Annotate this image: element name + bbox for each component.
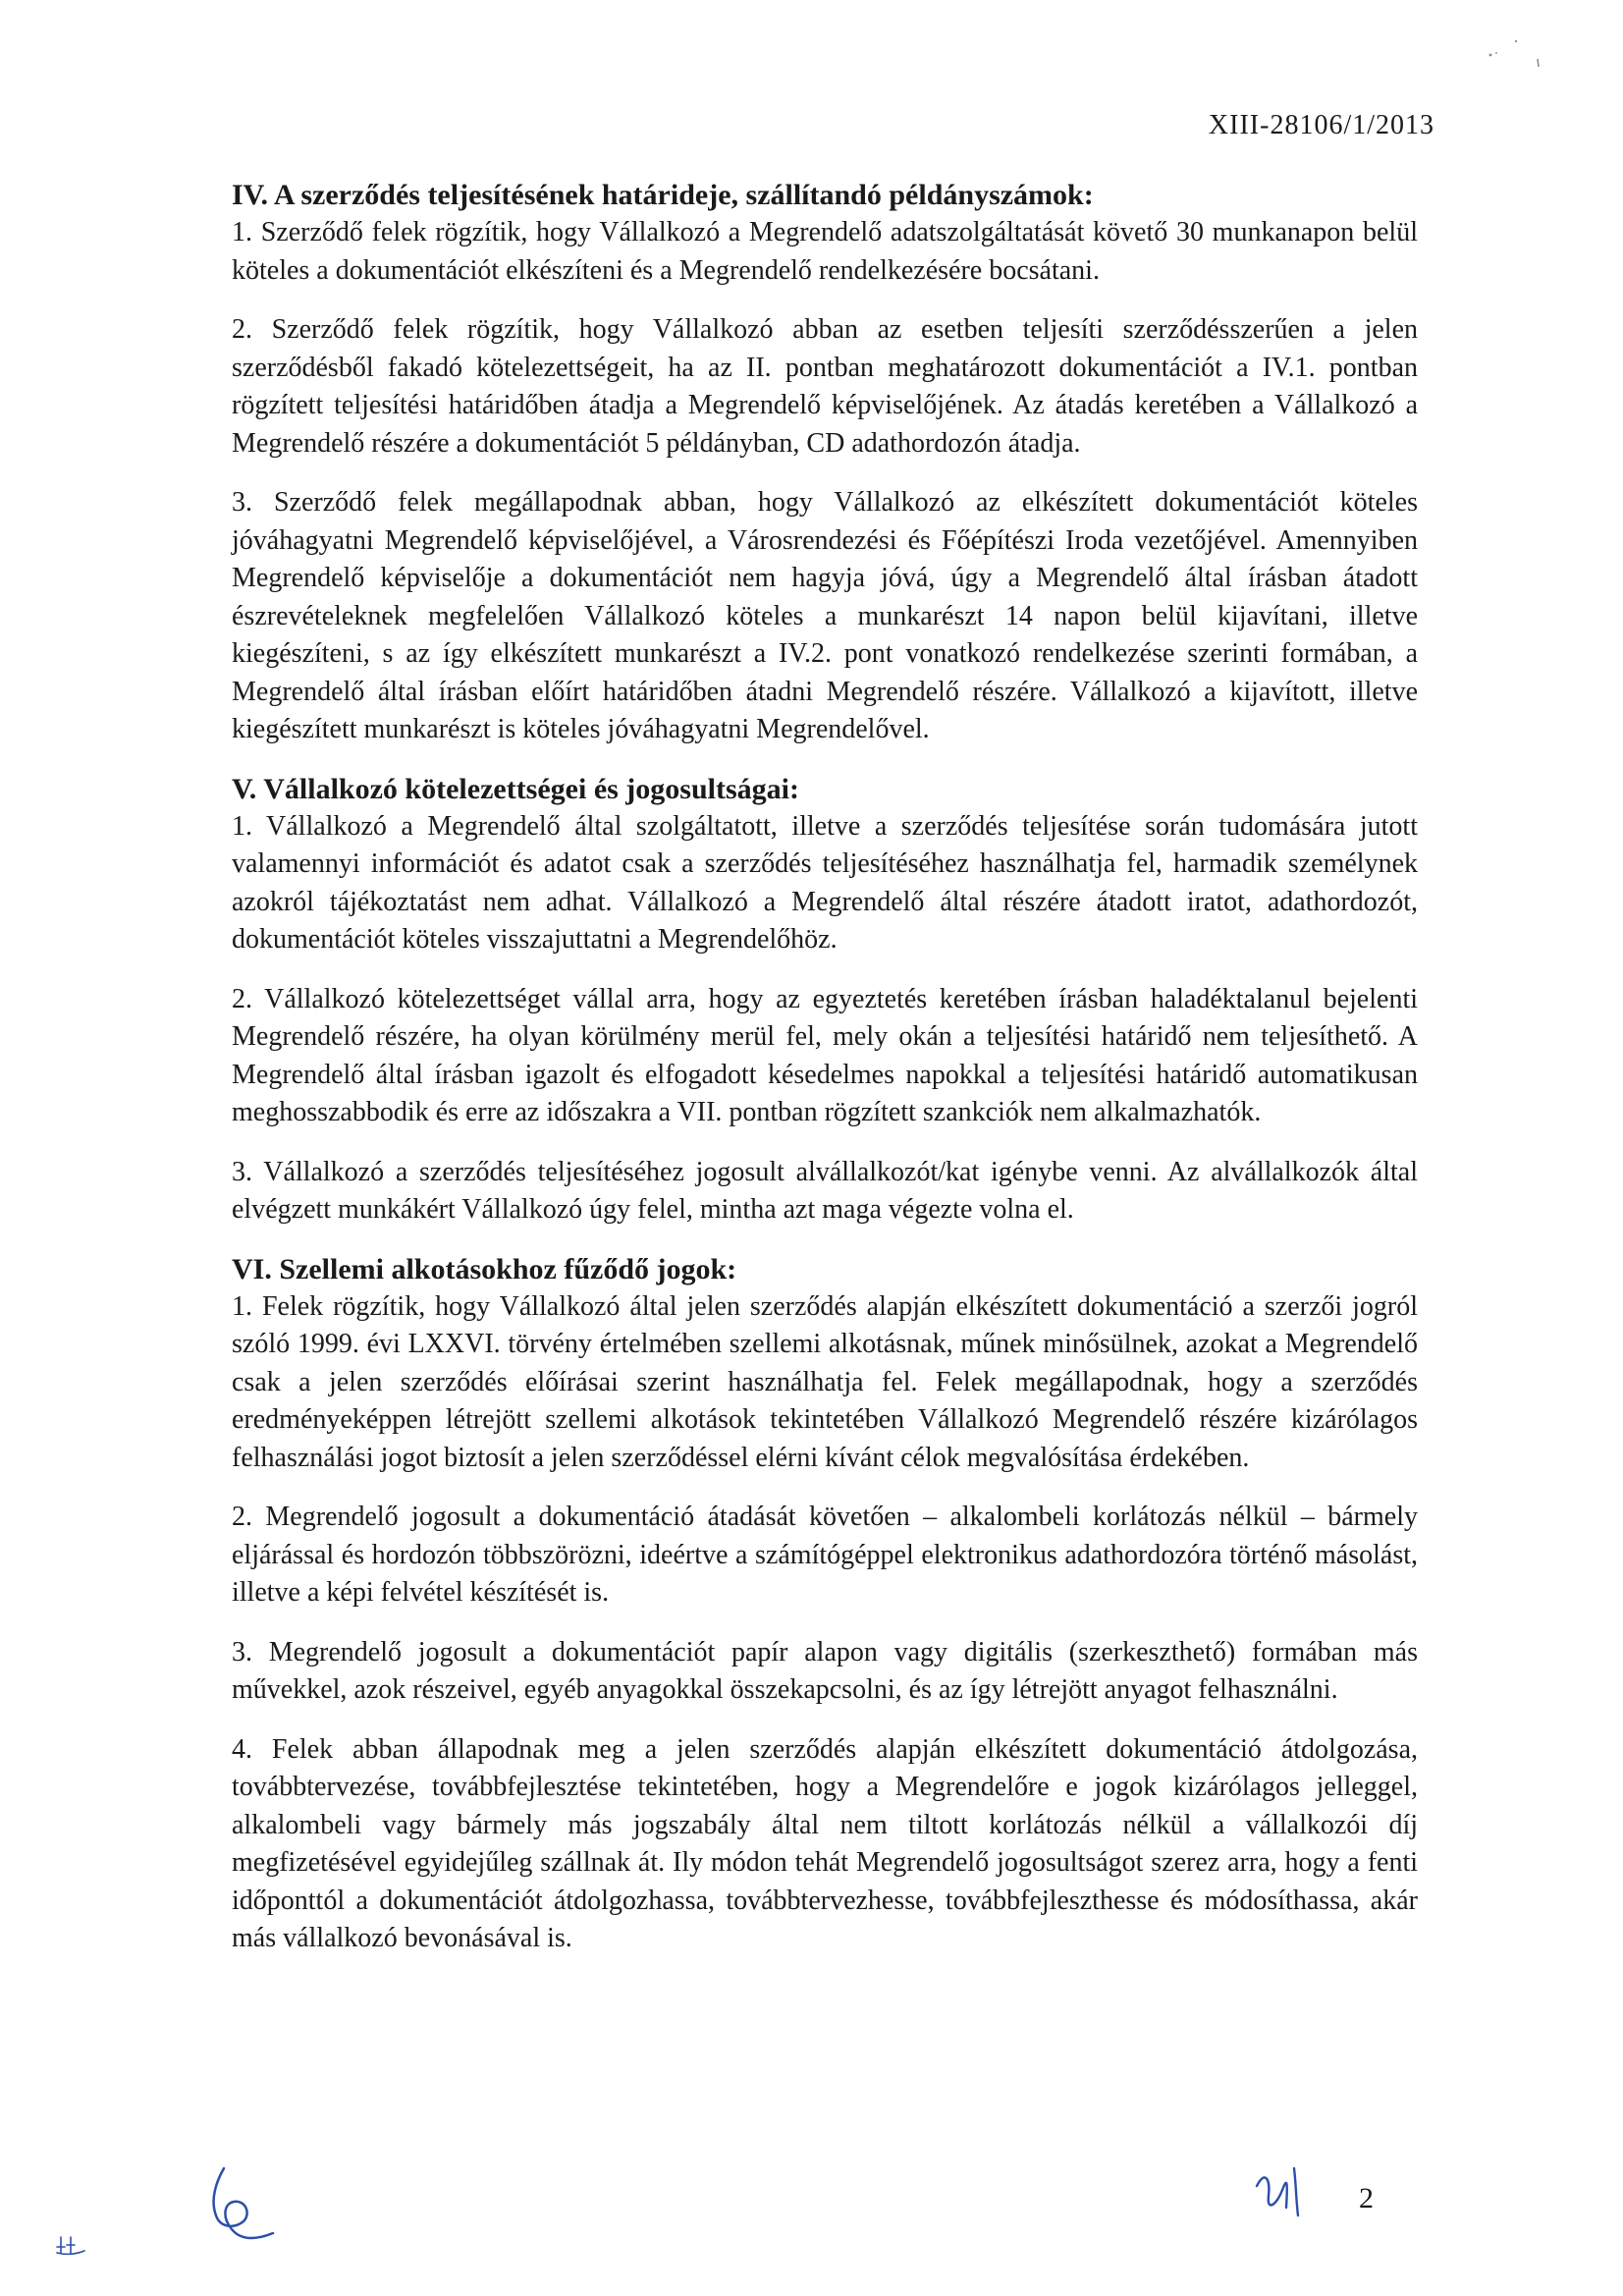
section-heading: V. Vállalkozó kötelezettségei és jogosultságai: [232,772,799,805]
scan-specks [1483,29,1542,74]
handwritten-mark [53,2233,86,2262]
section-vi [232,1251,1418,1958]
paragraph: 2. Megrendelő jogosult a dokumentáció átadását követően – alkalombeli korlátozás nélkül – bármely eljárással és hordozón többszörözni, ideértve a számítógéppel elektronikus adathordozóra történő másolást, illetve a képi felvétel készítését is. [232,1502,1418,1608]
handwritten-initial [1247,2157,1316,2230]
document-body [232,177,1418,1980]
paragraph: 2. Szerződő felek rögzítik, hogy Vállalkozó abban az esetben teljesíti szerződésszerűen a jelen szerződésből fakadó kötelezettségeit, ha az II. pontban meghatározott dokumentációt a IV.1. pontban rögzített teljesítési határidőben átadja a Megrendelő képviselőjének. Az átadás keretében a Vállalkozó a Megrendelő részére a dokumentációt 5 példányban, CD adathordozón átadja. [232,314,1418,459]
paragraph: 4. Felek abban állapodnak meg a jelen szerződés alapján elkészített dokumentáció átdolgozása, továbbtervezése, továbbfejlesztése tekintetében, hogy a Megrendelőre e jogok kizárólagos jelleggel, alkalombeli vagy bármely más jogszabály által nem tiltott korlátozás nélkül a vállalkozói díj megfizetésével egyidejűleg szállnak át. Ily módon tehát Megrendelő jogosultságot szerez arra, hogy a fenti időponttól a dokumentációt átdolgozhassa, továbbtervezhesse, továbbfejleszthesse és módosíthassa, akár más vállalkozó bevonásával is. [232,1733,1418,1953]
section-v [232,771,1418,1230]
handwritten-signature [194,2160,283,2254]
document-reference-number: XIII-28106/1/2013 [1208,110,1434,140]
paragraph: 1. Vállalkozó a Megrendelő által szolgáltatott, illetve a szerződés teljesítése során tudomására jutott valamennyi információt és adatot csak a szerződés teljesítéséhez használhatja fel, harmadik személynek azokról tájékoztatást nem adhat. Vállalkozó a Megrendelő által részére átadott iratot, adathordozót, dokumentációt köteles visszajuttatni a Megrendelőhöz. [232,810,1418,955]
page-number: 2 [1359,2182,1374,2214]
paragraph: 1. Szerződő felek rögzítik, hogy Vállalkozó a Megrendelő adatszolgáltatását követő 30 munkanapon belül köteles a dokumentációt elkészíteni és a Megrendelő rendelkezésére bocsátani. [232,217,1418,286]
paragraph: 2. Vállalkozó kötelezettséget vállal arra, hogy az egyeztetés keretében írásban haladéktalanul bejelenti Megrendelő részére, ha olyan körülmény merül fel, mely okán a teljesítési határidő nem teljesíthető. A Megrendelő által írásban igazolt és elfogadott késedelmes napokkal a teljesítési határidő automatikusan meghosszabbodik és erre az időszakra a VII. pontban rögzített szankciók nem alkalmazhatók. [232,983,1418,1127]
section-heading: IV. A szerződés teljesítésének határideje, szállítandó példányszámok: [232,179,1094,211]
paragraph: 3. Vállalkozó a szerződés teljesítéséhez jogosult alvállalkozót/kat igénybe venni. Az alvállalkozók által elvégzett munkákért Vállalkozó úgy felel, mintha azt maga végezte volna el. [232,1156,1418,1225]
paragraph: 1. Felek rögzítik, hogy Vállalkozó által jelen szerződés alapján elkészített dokumentáció a szerzői jogról szóló 1999. évi LXXVI. törvény értelmében szellemi alkotásnak, műnek minősülnek, azokat a Megrendelő csak a jelen szerződés előírásai szerint használhatja fel. Felek megállapodnak, hogy a szerződés eredményeképpen létrejött szellemi alkotások tekintetében Vállalkozó Megrendelő részére kizárólagos felhasználási jogot biztosít a jelen szerződéssel elérni kívánt célok megvalósítása érdekében. [232,1290,1418,1473]
section-iv [232,177,1418,749]
section-heading: VI. Szellemi alkotásokhoz fűződő jogok: [232,1252,737,1285]
paragraph: 3. Szerződő felek megállapodnak abban, hogy Vállalkozó az elkészített dokumentációt köteles jóváhagyatni Megrendelő képviselőjével, a Városrendezési és Főépítészi Iroda vezetőjével. Amennyiben Megrendelő képviselője a dokumentációt nem hagyja jóvá, úgy a Megrendelő által írásban átadott észrevételeknek megfelelően Vállalkozó köteles a munkarészt 14 napon belül kijavítani, illetve kiegészíteni, s az így elkészített munkarészt a IV.2. pont vonatkozó rendelkezése szerinti formában, a Megrendelő által írásban előírt határidőben átadni Megrendelő részére. Vállalkozó a kijavított, illetve kiegészített munkarészt is köteles jóváhagyatni Megrendelővel. [232,487,1418,744]
paragraph: 3. Megrendelő jogosult a dokumentációt papír alapon vagy digitális (szerkeszthető) formában más művekkel, azok részeivel, egyéb anyagokkal összekapcsolni, és az így létrejött anyagot felhasználni. [232,1636,1418,1705]
